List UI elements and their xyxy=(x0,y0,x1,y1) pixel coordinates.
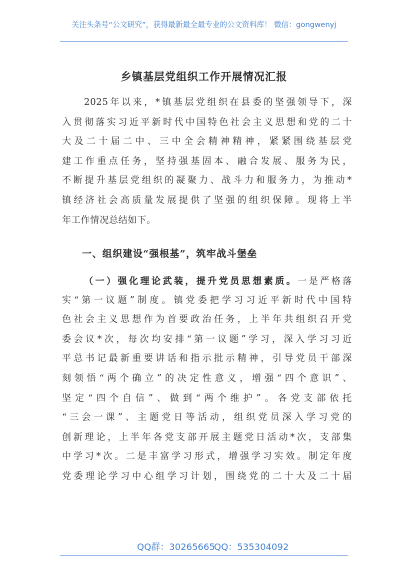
body-line: 委会议*次，每次均安排“第一议题”学习，深入学习习近 xyxy=(62,334,352,345)
intro-line: 入贯彻落实习近平新时代中国特色社会主义思想和党的二十 xyxy=(62,117,352,128)
body-line: 色社会主义思想作为首要政治任务，上半年共组织召开党 xyxy=(62,315,352,326)
header-banner: 关注头条号“公文研究”，获得最新最全最专业的公文资料库！ 微信：gongwenyj xyxy=(71,20,337,29)
body-line: 实“第一议题”制度。镇党委把学习习近平新时代中国特 xyxy=(62,295,352,306)
intro-paragraph xyxy=(62,94,352,231)
body-line: 创新理论，上半年各党支部开展主题党日活动*次，支部集 xyxy=(62,432,352,443)
intro-line: 建工作重点任务，坚持强基固本、融合发展、服务为民， xyxy=(62,156,352,167)
header-divider xyxy=(60,41,348,42)
intro-line: 不断提升基层党组织的凝聚力、战斗力和服务力，为推动* xyxy=(62,176,352,187)
intro-line: 年工作情况总结如下。 xyxy=(62,215,156,226)
footer-divider xyxy=(60,555,348,556)
intro-line: 镇经济社会高质量发展提供了坚强的组织保障。现将上半 xyxy=(62,195,352,206)
body-line-first xyxy=(62,272,352,292)
document-title: 乡镇基层党组织工作开展情况汇报 xyxy=(120,71,288,83)
intro-line: 2025年以来，*镇基层党组织在县委的坚强领导下，深 xyxy=(84,98,352,108)
section-heading: 一、组织建设“强根基”，筑牢战斗堡垒 xyxy=(82,249,258,260)
body-line: 党委理论学习中心组学习计划，围绕党的二十大及二十届 xyxy=(62,471,352,482)
footer-qq-group: QQ群：30265665 xyxy=(137,543,215,553)
footer-qq: QQ：535304092 xyxy=(214,543,289,553)
footer-contacts xyxy=(0,540,408,554)
intro-line: 大及二十届二中、三中全会精神精神，紧紧围绕基层党 xyxy=(62,137,352,148)
body-line: 平总书记最新重要讲话和指示批示精神，引导党员干部深 xyxy=(62,354,352,365)
body-line-rest: 一是严格落 xyxy=(297,277,352,287)
subsection-heading: （一）强化理论武装，提升党员思想素质。 xyxy=(84,276,298,287)
body-line: 中学习*次。二是丰富学习形式，增强学习实效。制定年度 xyxy=(62,452,352,463)
body-line: 坚定“四个自信”、做到“两个维护”。各党支部依托 xyxy=(62,393,352,404)
body-line: 刻领悟“两个确立”的决定性意义，增强“四个意识”、 xyxy=(62,373,352,384)
body-paragraph xyxy=(62,272,352,488)
body-line: “三会一课”、主题党日等活动，组织党员深入学习党的 xyxy=(62,413,352,424)
